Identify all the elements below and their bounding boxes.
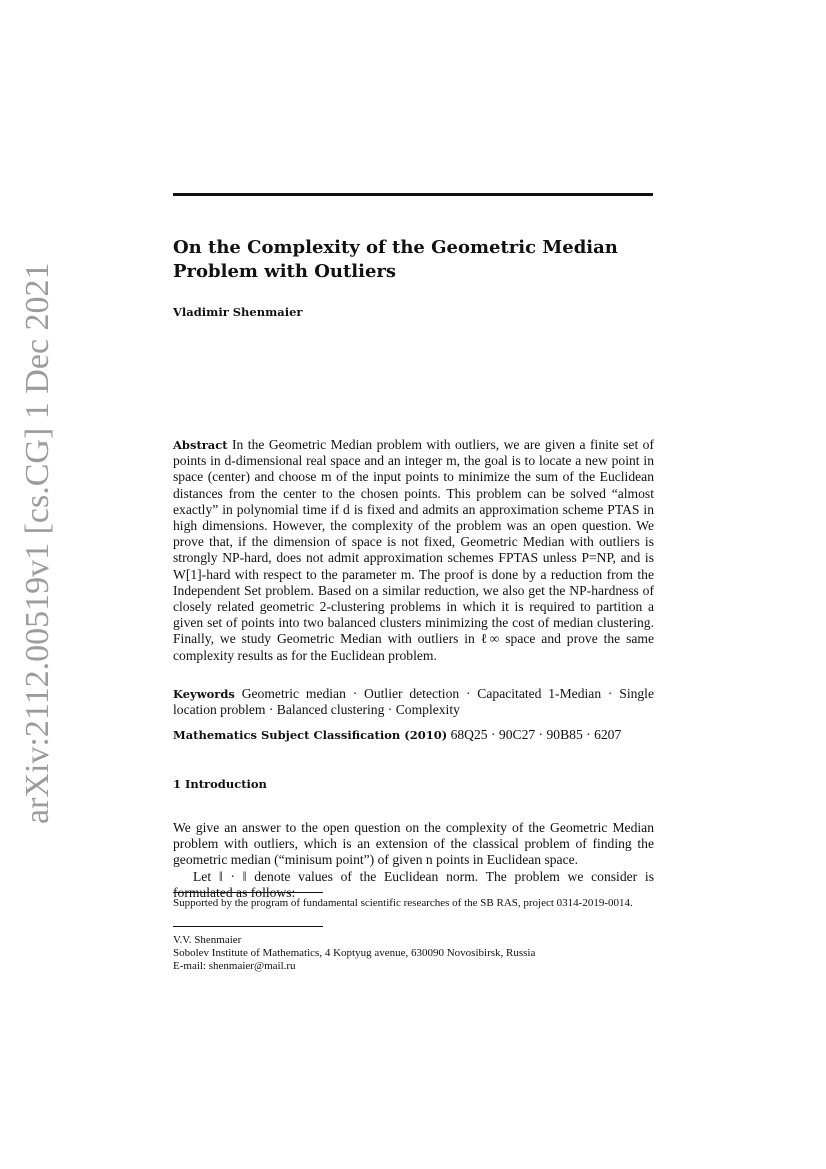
keywords-block	[173, 686, 654, 718]
msc-label: Mathematics Subject Classification (2010)	[173, 728, 448, 742]
abstract-block	[173, 437, 654, 664]
msc-block	[173, 727, 663, 743]
arxiv-identifier: arXiv:2112.00519v1 [cs.CG] 1 Dec 2021	[19, 262, 56, 824]
intro-paragraph: We give an answer to the open question on the complexity of the Geometric Median problem with outliers, which is an extension of the classical problem of finding the geometric median (“minisum point”) of given n points in Euclidean space.	[173, 820, 654, 868]
title-rule	[173, 193, 653, 196]
introduction-text	[173, 820, 654, 901]
keywords-text: Geometric median · Outlier detection · Capacitated 1-Median · Single location problem · Balanced clustering · Complexity	[173, 686, 654, 718]
abstract-label: Abstract	[173, 438, 228, 452]
footnote-rule	[173, 892, 323, 893]
section-heading: 1 Introduction	[173, 777, 267, 791]
intro-paragraph: Let ‖ · ‖ denote values of the Euclidean norm. The problem we consider is formulated as follows:	[173, 868, 654, 900]
address-line: V.V. Shenmaier	[173, 934, 242, 946]
msc-codes: 68Q25 · 90C27 · 90B85 · 6207	[450, 727, 622, 742]
author-address	[173, 934, 654, 972]
keywords-label: Keywords	[173, 687, 235, 701]
funding-footnote: Supported by the program of fundamental scientific researches of the SB RAS, project 0314-2019-0014.	[173, 897, 633, 909]
author-name: Vladimir Shenmaier	[173, 305, 303, 319]
address-line: Sobolev Institute of Mathematics, 4 Koptyug avenue, 630090 Novosibirsk, Russia	[173, 946, 536, 959]
footnote-rule	[173, 926, 323, 927]
abstract-text: In the Geometric Median problem with outliers, we are given a finite set of points in d-dimensional real space and an integer m, the goal is to locate a new point in space (center) and choose m of the input points to minimize the sum of the Euclidean distances from the center to the chosen points. This problem can be solved “almost exactly” in polynomial time if d is fixed and admits an approximation scheme PTAS in high dimensions. However, the complexity of the problem was an open question. We prove that, if the dimension of space is not fixed, Geometric Median with outliers is strongly NP-hard, does not admit approximation schemes FPTAS unless P=NP, and is W[1]-hard with respect to the parameter m. The proof is done by a reduction from the Independent Set problem. Based on a similar reduction, we also get the NP-hardness of closely related geometric 2-clustering problems in which it is required to partition a given set of points into two balanced clusters minimizing the cost of median clustering. Finally, we study Geometric Median with outliers in ℓ∞ space and prove the same complexity results as for the Euclidean problem.	[173, 437, 655, 663]
paper-title: On the Complexity of the Geometric Median Problem with Outliers	[173, 237, 618, 282]
email-line: E-mail: shenmaier@mail.ru	[173, 959, 296, 972]
